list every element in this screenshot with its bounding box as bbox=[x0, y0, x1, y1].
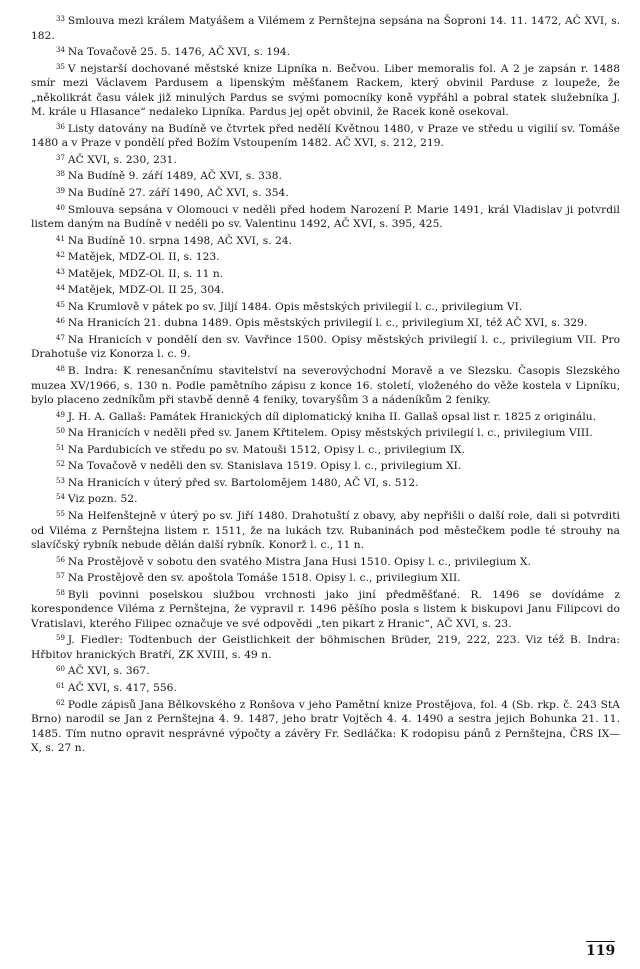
footnote-number: 37 bbox=[56, 153, 65, 162]
footnote-text: AČ XVI, s. 417, 556. bbox=[67, 681, 177, 694]
footnote-50 bbox=[31, 424, 620, 441]
footnote-47 bbox=[31, 331, 620, 362]
footnote-text: Podle zápisů Jana Bělkovského z Ronšova v jeho Pamětní knize Prostějova, fol. 4 (Sb. rkp. č. 243 StA Brno) narodil se Jan z Pernštejna 4. 9. 1487, jeho bratr Vojtěch 4. 4. 1490 a sestra jejich Bohunka 21. 11. 1485. Tím nutno opravit nesprávné výpočty a závěry Fr. Sedláčka: K rodopisu pánů z Pernštejna, ČRS IX—X, s. 27 n. bbox=[31, 698, 620, 755]
footnote-number: 44 bbox=[56, 284, 65, 293]
footnote-text: Matějek, MDZ-Ol. II 25, 304. bbox=[67, 284, 225, 297]
footnote-34 bbox=[31, 43, 620, 60]
footnote-text: Na Krumlově v pátek po sv. Jiljí 1484. Opis městských privilegií l. c., privilegium VI. bbox=[67, 300, 523, 313]
footnote-number: 38 bbox=[56, 170, 65, 179]
footnote-number: 39 bbox=[56, 187, 65, 196]
footnote-text: Na Tovačově v neděli den sv. Stanislava 1519. Opisy l. c., privilegium XI. bbox=[67, 460, 462, 473]
footnote-49 bbox=[31, 408, 620, 425]
footnote-number: 49 bbox=[56, 410, 65, 419]
footnote-43 bbox=[31, 265, 620, 282]
footnote-text: Na Budíně 27. září 1490, AČ XVI, s. 354. bbox=[67, 187, 289, 200]
footnote-text: Viz pozn. 52. bbox=[67, 493, 138, 506]
footnote-text: Na Hranicích v neděli před sv. Janem Křtitelem. Opisy městských privilegií l. c., privilegium VIII. bbox=[67, 427, 593, 440]
footnote-44 bbox=[31, 281, 620, 298]
page-number: 119 bbox=[586, 943, 616, 959]
footnote-text: AČ XVI, s. 230, 231. bbox=[67, 153, 177, 166]
footnote-59 bbox=[31, 631, 620, 662]
footnote-number: 50 bbox=[56, 427, 65, 436]
footnotes-column bbox=[31, 12, 620, 756]
footnote-number: 36 bbox=[56, 122, 65, 131]
footnote-36 bbox=[31, 120, 620, 151]
footnote-number: 58 bbox=[56, 588, 65, 597]
footnote-text: Na Prostějově v sobotu den svatého Mistra Jana Husi 1510. Opisy l. c., privilegium X. bbox=[67, 555, 531, 568]
footnote-text: Na Budíně 9. září 1489, AČ XVI, s. 338. bbox=[67, 170, 282, 183]
footnote-55 bbox=[31, 507, 620, 553]
footnote-number: 35 bbox=[56, 62, 65, 71]
footnote-number: 33 bbox=[56, 15, 65, 23]
footnote-number: 59 bbox=[56, 634, 65, 643]
footnote-62 bbox=[31, 696, 620, 756]
footnote-number: 46 bbox=[56, 317, 65, 326]
footnote-46 bbox=[31, 314, 620, 331]
footnote-number: 55 bbox=[56, 509, 65, 518]
footnote-35 bbox=[31, 60, 620, 120]
footnote-text: Na Prostějově den sv. apoštola Tomáše 1518. Opisy l. c., privilegium XII. bbox=[67, 572, 461, 585]
footnote-text: V nejstarší dochované městské knize Lipníka n. Bečvou. Liber memoralis fol. A 2 je zapsán r. 1488 smír mezi Václavem Pardusem a lipenským měšťanem Rackem, který obvinil Parduse z loupeže, že „několikrát času válek již minulých Pardus se svými pomocníky koně vypřáhl a pobral statek služebníka J. M. krále u Hlasance“ nedaleko Lipníka. Pardus jej opět obvinil, že Racek koně osekoval. bbox=[31, 62, 620, 119]
footnote-text: Na Tovačově 25. 5. 1476, AČ XVI, s. 194. bbox=[67, 46, 291, 59]
footnote-text: Matějek, MDZ-Ol. II, s. 11 n. bbox=[67, 267, 224, 280]
footnote-number: 52 bbox=[56, 460, 65, 469]
footnote-41 bbox=[31, 232, 620, 249]
footnote-number: 47 bbox=[56, 333, 65, 342]
footnote-number: 34 bbox=[56, 46, 65, 55]
footnote-54 bbox=[31, 490, 620, 507]
footnote-number: 57 bbox=[56, 572, 65, 581]
footnote-38 bbox=[31, 167, 620, 184]
footnote-number: 56 bbox=[56, 555, 65, 564]
footnote-53 bbox=[31, 474, 620, 491]
footnote-39 bbox=[31, 184, 620, 201]
footnote-number: 48 bbox=[56, 365, 65, 374]
footnote-57 bbox=[31, 569, 620, 586]
footnote-text: J. Fiedler: Todtenbuch der Geistlichkeit der böhmischen Brüder, 219, 222, 223. Viz též B. Indra: Hřbitov hranických Bratří, ZK XVIII, s. 49 n. bbox=[31, 634, 620, 661]
footnote-text: Na Pardubicích ve středu po sv. Matouši 1512, Opisy l. c., privilegium IX. bbox=[67, 443, 465, 456]
footnote-61 bbox=[31, 679, 620, 696]
footnote-text: B. Indra: K renesančnímu stavitelství na severovýchodní Moravě a ve Slezsku. Časopis Slezského muzea XV/1966, s. 130 n. Podle pamětního zápisu z konce 16. století, vloženého do věže kostela v Lipníku, bylo placeno zedníkům při stavbě denně 4 feniky, tovaryšům 3 a nádeníkům 2 feniky. bbox=[31, 365, 620, 407]
footnote-42 bbox=[31, 248, 620, 265]
footnote-text: Listy datovány na Budíně ve čtvrtek před nedělí Květnou 1480, v Praze ve středu u vigilií sv. Tomáše 1480 a v Praze v pondělí před Božím Vstoupením 1482. AČ XVI, s. 212, 219. bbox=[31, 122, 620, 150]
footnote-text: Na Hranicích 21. dubna 1489. Opis městských privilegií l. c., privilegium XI, též AČ XVI, s. 329. bbox=[67, 317, 588, 330]
footnote-number: 45 bbox=[56, 300, 65, 309]
footnote-number: 40 bbox=[56, 203, 65, 212]
footnote-text: Smlouva mezi králem Matyášem a Vilémem z Pernštejna sepsána na Šoproni 14. 11. 1472, AČ XVI, s. 182. bbox=[31, 15, 620, 42]
footnote-text: AČ XVI, s. 367. bbox=[67, 665, 150, 678]
footnote-60 bbox=[31, 662, 620, 679]
footnote-text: Smlouva sepsána v Olomouci v neděli před hodem Narození P. Marie 1491, král Vladislav ji potvrdil listem daným na Budíně v neděli po sv. Valentinu 1492, AČ XVI, s. 395, 425. bbox=[31, 203, 620, 231]
footnote-45 bbox=[31, 298, 620, 315]
footnote-number: 62 bbox=[56, 698, 65, 707]
footnote-number: 43 bbox=[56, 267, 65, 276]
footnote-text: J. H. A. Gallaš: Památek Hranických díl diplomatický kniha II. Gallaš opsal list r. 1825 z originálu. bbox=[67, 410, 597, 423]
footnote-51 bbox=[31, 441, 620, 458]
footnote-number: 42 bbox=[56, 251, 65, 260]
footnote-text: Matějek, MDZ-Ol. II, s. 123. bbox=[67, 251, 220, 264]
footnote-number: 61 bbox=[56, 681, 65, 690]
footnote-52 bbox=[31, 457, 620, 474]
footnote-37 bbox=[31, 151, 620, 168]
footnote-33 bbox=[31, 12, 620, 43]
footnote-number: 51 bbox=[56, 443, 65, 452]
footnote-text: Byli povinni poselskou službou vrchnosti jako jiní předměšťané. R. 1496 se dovídáme z korespondence Viléma z Pernštejna, že vypravil r. 1496 pěšího posla s listem k biskupovi Janu Filipcovi do Vratislavi, kterého Filipec označuje ve své odpovědi „ten pikart z Hranic“, AČ XVI, s. 23. bbox=[31, 588, 620, 630]
footnote-number: 41 bbox=[56, 234, 65, 243]
footnote-text: Na Hranicích v pondělí den sv. Vavřince 1500. Opisy městských privilegií l. c., privilegium VII. Pro Drahotuše viz Konorza l. c. 9. bbox=[31, 333, 620, 361]
footnote-text: Na Helfenštejně v úterý po sv. Jiří 1480. Drahotuští z obavy, aby nepřišli o další role, dali si potvrditi od Viléma z Pernštejna listem r. 1511, že na lukách tzv. Rubaninách pod městečkem podle té strouhy na slavíčský rybník nebude dělán další rybník. Konorž l. c., 11 n. bbox=[31, 509, 620, 552]
footnote-number: 54 bbox=[56, 493, 65, 502]
footnote-text: Na Hranicích v úterý před sv. Bartolomějem 1480, AČ VI, s. 512. bbox=[67, 476, 419, 489]
footnote-48 bbox=[31, 362, 620, 408]
footnote-number: 60 bbox=[56, 665, 65, 674]
footnote-58 bbox=[31, 586, 620, 632]
footnote-text: Na Budíně 10. srpna 1498, AČ XVI, s. 24. bbox=[67, 234, 293, 247]
footnote-number: 53 bbox=[56, 476, 65, 485]
footnote-56 bbox=[31, 553, 620, 570]
footnote-40 bbox=[31, 201, 620, 232]
